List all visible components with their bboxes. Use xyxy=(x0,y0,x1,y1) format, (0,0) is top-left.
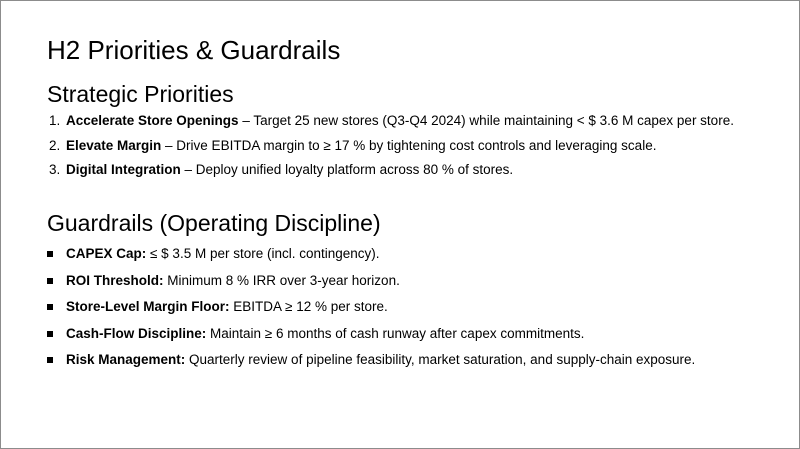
square-bullet-icon xyxy=(47,278,53,284)
guardrail-item xyxy=(47,295,767,322)
guardrails-heading: Guardrails (Operating Discipline) xyxy=(47,210,381,236)
slide-title: H2 Priorities & Guardrails xyxy=(47,35,341,65)
square-bullet-icon xyxy=(47,357,53,363)
priority-text: – Target 25 new stores (Q3-Q4 2024) while maintaining < $ 3.6 M capex per store. xyxy=(238,113,734,128)
priority-item xyxy=(49,109,749,134)
square-bullet-icon xyxy=(47,304,53,310)
priority-label: Elevate Margin xyxy=(66,137,162,153)
guardrail-label: Store-Level Margin Floor: xyxy=(66,299,230,314)
guardrail-text: ≤ $ 3.5 M per store (incl. contingency). xyxy=(146,246,380,261)
priority-label: Digital Integration xyxy=(66,162,181,177)
guardrail-text: Minimum 8 % IRR over 3-year horizon. xyxy=(163,272,400,288)
priorities-heading: Strategic Priorities xyxy=(47,81,234,107)
square-bullet-icon xyxy=(47,331,53,337)
guardrail-item xyxy=(47,269,767,296)
priority-number: 1. xyxy=(49,113,61,128)
priority-item xyxy=(49,134,749,159)
priorities-list xyxy=(49,109,749,183)
guardrail-text: EBITDA ≥ 12 % per store. xyxy=(229,299,388,314)
priority-number: 2. xyxy=(49,137,61,153)
priority-text: – Deploy unified loyalty platform across 80 % of stores. xyxy=(180,162,514,177)
priority-number: 3. xyxy=(49,162,61,177)
guardrail-item xyxy=(47,242,767,269)
priority-label: Accelerate Store Openings xyxy=(66,113,239,128)
guardrail-text: Quarterly review of pipeline feasibility, market saturation, and supply-chain exposure. xyxy=(185,352,696,367)
guardrail-label: ROI Threshold: xyxy=(66,272,164,288)
guardrail-item xyxy=(47,322,767,349)
guardrails-list xyxy=(47,242,767,375)
guardrail-label: Cash-Flow Discipline: xyxy=(66,325,207,341)
guardrail-label: CAPEX Cap: xyxy=(66,246,147,261)
guardrail-text: Maintain ≥ 6 months of cash runway after capex commitments. xyxy=(206,325,585,341)
guardrail-item xyxy=(47,348,767,375)
priority-text: – Drive EBITDA margin to ≥ 17 % by tightening cost controls and leveraging scale. xyxy=(161,137,657,153)
guardrail-label: Risk Management: xyxy=(66,352,186,367)
square-bullet-icon xyxy=(47,251,53,257)
priority-item xyxy=(49,158,749,183)
